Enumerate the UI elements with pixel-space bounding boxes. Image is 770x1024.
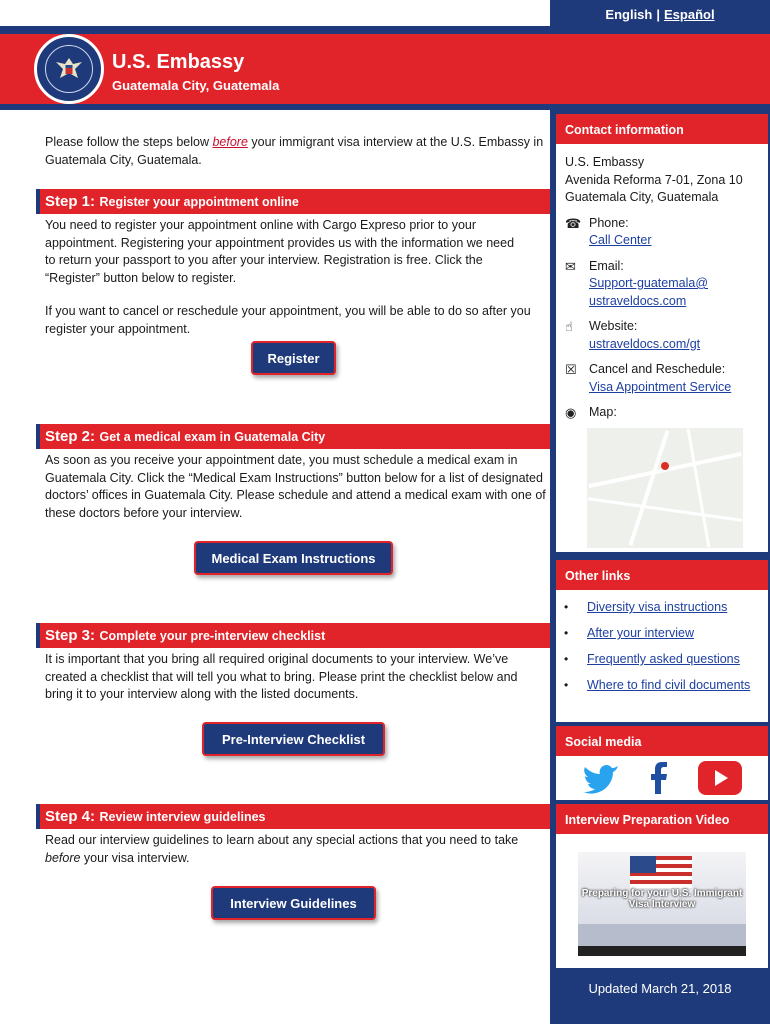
header-top-rule [0,26,770,34]
phone-label: Phone: [589,215,629,230]
register-button[interactable]: Register [251,341,336,375]
social-media-panel [556,756,768,800]
list-item [564,647,768,673]
cursor-hand-icon: ☝ [565,319,573,334]
page-header [0,34,770,104]
updated-date: Updated March 21, 2018 [588,981,732,996]
map-label: Map: [589,405,617,419]
contact-website [565,318,768,353]
facebook-icon[interactable] [650,762,668,794]
step-2-heading [36,424,552,449]
social-media-heading: Social media [556,726,768,756]
spanish-link[interactable]: Español [664,6,715,22]
pre-interview-checklist-button[interactable]: Pre-Interview Checklist [202,722,385,756]
embassy-seal-icon [34,34,104,104]
medical-exam-instructions-button[interactable]: Medical Exam Instructions [194,541,393,575]
page-subtitle: Guatemala City, Guatemala [112,78,280,93]
email-link-line1[interactable]: Support-guatemala@ [589,276,709,290]
bullet-icon: • [564,626,569,641]
step-4-body-emphasis: before [45,850,81,865]
intro-text [45,134,545,169]
bullet-icon: • [564,678,569,693]
eagle-icon [52,52,86,86]
step-3-paragraph: It is important that you bring all required original documents to your interview. We’ve created a checklist that will tell you what to bring. Please print the checklist below and bring it to your interview along with the listed documents. [45,652,518,701]
phone-icon: ☎ [565,215,582,231]
step-3-body [45,651,540,704]
step-1-body-2 [45,303,550,338]
other-links-heading: Other links [556,560,768,590]
website-link[interactable]: ustraveldocs.com/gt [589,336,701,351]
interview-guidelines-button[interactable]: Interview Guidelines [211,886,376,920]
step-1-number: Step 1: [45,193,96,210]
contact-email [565,258,768,311]
contact-cancel [565,361,768,396]
other-links-panel [556,590,768,722]
step-3-title: Complete your pre-interview checklist [99,629,326,643]
step-1-title: Register your appointment online [99,195,299,209]
us-flag-icon [630,856,692,888]
map-pin-icon [661,462,669,470]
step-2-body [45,452,550,522]
bullet-icon: • [564,652,569,667]
english-link[interactable]: English [605,6,653,22]
list-item [564,595,768,621]
video-thumbnail-title: Preparing for your U.S. Immigrant Visa Interview [581,888,743,910]
faq-link[interactable]: Frequently asked questions [587,652,740,667]
page-title: U.S. Embassy [112,51,245,73]
step-2-title: Get a medical exam in Guatemala City [99,430,326,444]
bullet-icon: • [564,600,569,615]
step-1-paragraph: You need to register your appointment online with Cargo Expreso prior to your appointment. Registering your appointment provides us with the information we need to return your passport to you after your interview. Registration is free. Click the “Register” button below to register. [45,218,515,285]
step-4-body-prefix: Read our interview guidelines to learn about any special actions that you need to take [45,833,519,847]
step-3-heading [36,623,552,648]
after-interview-link[interactable]: After your interview [587,626,694,641]
step-2-number: Step 2: [45,428,96,445]
intro-prefix: Please follow the steps below [45,135,213,149]
video-heading: Interview Preparation Video [556,804,768,834]
interview-video-thumbnail[interactable] [578,852,746,956]
video-panel [556,834,768,968]
list-item [564,621,768,647]
cancel-label: Cancel and Reschedule: [589,362,726,376]
globe-icon: ◉ [565,405,577,420]
embassy-map[interactable] [587,428,743,548]
civil-documents-link[interactable]: Where to find civil documents [587,678,751,693]
intro-emphasis: before [212,135,248,149]
cancel-box-icon: ☒ [565,362,577,377]
step-1-paragraph: If you want to cancel or reschedule your appointment, you will be able to do so after you register your appointment. [45,304,531,336]
list-item [564,673,768,699]
contact-phone [565,215,768,250]
address-line: Guatemala City, Guatemala [565,190,719,204]
intro-suffix: your immigrant visa interview at the U.S. Embassy in Guatemala City, Guatemala. [45,135,544,167]
twitter-icon[interactable] [582,762,620,794]
language-bar [550,0,770,28]
youtube-icon[interactable] [698,761,742,795]
step-3-number: Step 3: [45,627,96,644]
step-4-heading [36,804,552,829]
step-1-heading [36,189,552,214]
email-link-line2[interactable]: ustraveldocs.com [589,293,687,308]
city-skyline-graphic [578,924,746,946]
step-4-title: Review interview guidelines [99,810,266,824]
visa-appointment-service-link[interactable]: Visa Appointment Service [589,379,732,394]
email-icon: ✉ [565,258,576,274]
diversity-visa-link[interactable]: Diversity visa instructions [587,600,728,615]
website-label: Website: [589,319,638,333]
call-center-link[interactable]: Call Center [589,233,652,247]
step-2-paragraph: As soon as you receive your appointment date, you must schedule a medical exam in Guatemala City. Click the “Medical Exam Instructions” button below for a list of designated doctors’ offices in Guatemala City. Please schedule and attend a medical exam with one of these doctors before your interview. [45,453,546,520]
step-4-body [45,832,540,867]
contact-panel [556,144,768,552]
email-label: Email: [589,258,624,273]
contact-heading: Contact information [556,114,768,144]
contact-map [565,404,768,422]
step-4-body-suffix: your visa interview. [80,850,190,865]
step-4-number: Step 4: [45,808,96,825]
video-controls-bar[interactable] [578,946,746,956]
address-line: U.S. Embassy [565,155,645,169]
address-line: Avenida Reforma 7-01, Zona 10 [565,172,743,187]
step-1-body [45,217,515,287]
language-separator: | [656,6,660,22]
